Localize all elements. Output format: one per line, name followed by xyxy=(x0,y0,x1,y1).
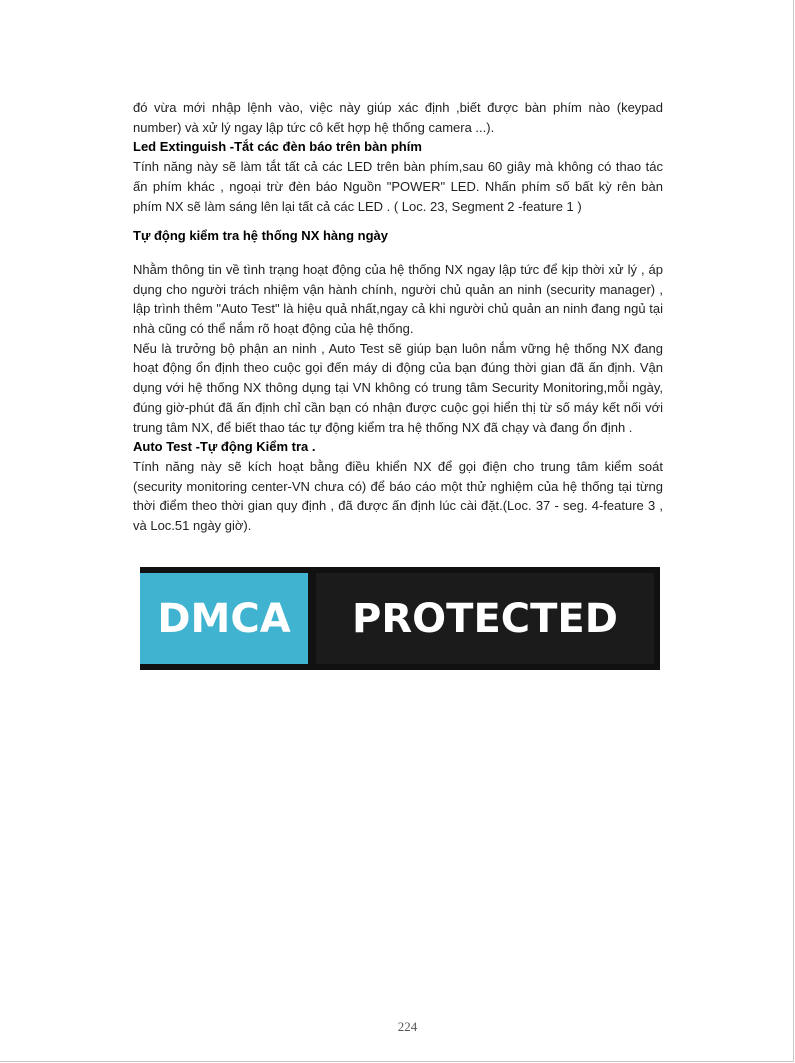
section-title-auto-check: Tự động kiểm tra hệ thống NX hàng ngày xyxy=(133,228,388,244)
paragraph-intro: đó vừa mới nhập lệnh vào, việc này giúp xác định ,biết được bàn phím nào (keypad number) và xử lý ngay lập tức cô kết hợp hệ thống camera ...). xyxy=(133,100,663,135)
document-body xyxy=(133,98,663,536)
paragraph-manager: Nếu là trưởng bộ phận an ninh , Auto Test sẽ giúp bạn luôn nắm vững hệ thống NX đang hoạt động ổn định theo cuộc gọi đến máy di động của bạn đúng thời gian đã ấn định. Vận dụng với hệ thống NX thông dụng tại VN không có trung tâm Security Monitoring,mỗi ngày, đúng giờ-phút đã ấn định chỉ cần bạn có nhận được cuộc gọi hiển thị từ số máy kết nối với trung tâm NX, để biết thao tác tự động kiểm tra hệ thống NX đã chạy và đang ổn định . xyxy=(133,340,663,435)
paragraph-led: Tính năng này sẽ làm tắt tất cả các LED trên bàn phím,sau 60 giây mà không có thao tác ấn phím khác , ngoại trừ đèn báo Nguồn "POWER" LED. Nhấn phím số bất kỳ rên bàn phím NX sẽ làm sáng lên lại tất cả các LED . ( Loc. 23, Segment 2 -feature 1 ) xyxy=(133,159,663,214)
heading-led-extinguish: Led Extinguish -Tắt các đèn báo trên bàn phím xyxy=(133,139,422,155)
heading-auto-test: Auto Test -Tự động Kiểm tra . xyxy=(133,439,316,455)
paragraph-auto-test: Tính năng này sẽ kích hoạt bằng điều khiển NX để gọi điện cho trung tâm kiểm soát (security monitoring center-VN chưa có) để báo cáo một thử nghiệm của hệ thống tại từng thời điểm theo thời gian quy định , đã được ấn định lúc cài đặt.(Loc. 37 - seg. 4-feature 3 , và Loc.51 ngày giờ). xyxy=(133,458,663,534)
dmca-label: DMCA xyxy=(140,573,308,664)
protected-label: PROTECTED xyxy=(316,573,654,664)
dmca-protected-badge[interactable] xyxy=(140,567,660,670)
page-number: 224 xyxy=(397,1019,418,1034)
paragraph-info: Nhằm thông tin về tình trạng hoạt động của hệ thống NX ngay lập tức để kịp thời xử lý , áp dụng cho người trách nhiệm vận hành chính, người chủ quản an ninh (security manager) , lập trình thêm "Auto Test" là hiệu quả nhất,ngay cả khi người chủ quản an ninh đang ngủ tại nhà cũng có thể nắm rõ hoạt động của hệ thống. xyxy=(133,261,663,337)
